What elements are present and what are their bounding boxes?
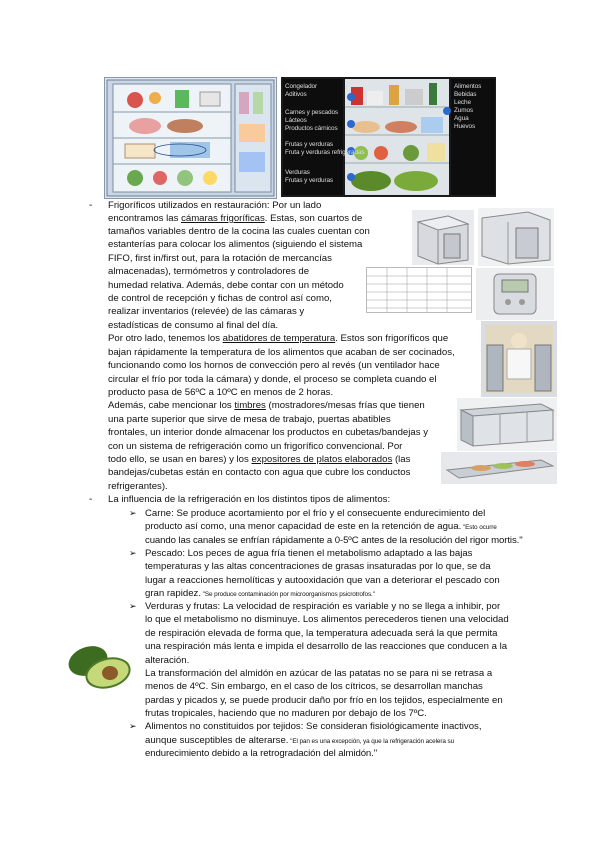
text-line: tamaños variables dentro de la cocina las cuales cuentan con [108, 226, 370, 237]
display-case-term: expositores de platos elaborados [251, 454, 393, 465]
cold-room-large-photo [478, 208, 554, 266]
text-line: FIFO, first in/first out, para la rotación de mercancías [108, 253, 332, 264]
fridge-label-right-item: Agua [454, 115, 469, 122]
fridge-label-left-low: Frutas y verduras [285, 141, 334, 148]
text-line: Frigoríficos utilizados en restauración: Por un lado [108, 200, 322, 211]
text-line: Verduras y frutas: La velocidad de respiración es variable y no se llega a inhibir, por [145, 601, 501, 612]
control-sheet-image [366, 267, 472, 313]
arrow-bullet: ➢ [129, 721, 137, 731]
text-line [145, 521, 497, 532]
fridge-label-right-top: Alimentos [454, 83, 482, 90]
fridge-illustration [104, 77, 277, 199]
text-line: de respiración elevada de forma que, la temperatura adecuada será la que permita [145, 628, 498, 639]
fridge-label-left-low2: Fruta y verduras refrigeradas [285, 149, 365, 156]
fridge-illustration-drawing [105, 78, 276, 198]
fridge-label-left-top2: Aditivos [285, 91, 307, 98]
timbres-term: timbres [234, 400, 266, 411]
text-line: bandejas/cubetas están en contacto con agua que cubre los conductos [108, 467, 411, 478]
blast-chiller-drawing [481, 321, 557, 397]
text-line: alteración. [145, 655, 190, 666]
text-line: de control de recepción y fichas de control así como, [108, 293, 332, 304]
blast-chiller-photo [481, 321, 557, 397]
fridge-photo [281, 77, 496, 197]
text-line: lugar a reacciones hemolíticas y autooxidación que van a deteriorar el pescado con [145, 575, 500, 586]
text-span: (las [392, 454, 411, 465]
thermometer-device-drawing [476, 268, 554, 320]
text-line: con un sistema de refrigeración como un frigorífico convencional. Por [108, 441, 403, 452]
thermometer-device-image [476, 268, 554, 320]
text-line: circular el frío por toda la cámara) y donde, el proceso se completa cuando el [108, 374, 437, 385]
text-line: temperaturas y las altas concentraciones de grasas insaturadas por lo que, se da [145, 561, 491, 572]
text-line: bajan rápidamente la temperatura de los alimentos que acaban de ser cocinados, [108, 347, 455, 358]
display-case-drawing [441, 452, 557, 484]
text-line: Carne: Se produce acortamiento por el frío y el consecuente endurecimiento del [145, 508, 486, 519]
text-line: producto pasa de 56ºC a 10ºC en menos de 2 horas. [108, 387, 334, 398]
control-sheet-grid [367, 268, 471, 312]
text-line: menos de 4ºC. Sin embargo, en el caso de los cítricos, se desarrollan manchas [145, 681, 483, 692]
text-line [145, 588, 375, 599]
cold-rooms-term: cámaras frigoríficas [181, 213, 265, 224]
text-line: refrigerantes). [108, 481, 168, 492]
fridge-label-left-bottom2: Frutas y verduras [285, 177, 334, 184]
text-span: (mostradores/mesas frías que tienen [265, 400, 425, 411]
refrigerated-counter-photo [457, 398, 557, 451]
text-line [108, 333, 448, 344]
text-line: una parte superior que sirve de mesa de trabajo, puertas abatibles [108, 414, 391, 425]
fridge-label-left-top: Congelador [285, 83, 318, 90]
text-line: Alimentos no constituidos por tejidos: Se consideran fisiológicamente inactivos, [145, 721, 482, 732]
arrow-bullet: ➢ [129, 601, 137, 611]
text-span: gran rapidez. [145, 588, 201, 599]
fridge-label-left-mid3: Productos cárnicos [285, 125, 338, 132]
text-line: frontales, un interior donde almacenar los productos en cubetas/bandejas y [108, 427, 428, 438]
text-span: Por otro lado, tenemos los [108, 333, 223, 344]
refrigerated-counter-drawing [457, 398, 557, 451]
bullet-dash: - [89, 494, 93, 505]
text-line: funcionando como los hornos de convección pero al revés (un ventilador hace [108, 360, 440, 371]
cold-room-photo [412, 210, 474, 265]
text-line: lo que el metabolismo no disminuye. Los alimentos perecederos tienen una velocidad [145, 614, 509, 625]
fridge-label-left-mid2: Lácteos [285, 117, 307, 124]
text-line [108, 400, 425, 411]
fridge-label-left-mid: Carnes y pescados [285, 109, 339, 116]
quote-small: cuando las canales se enfrían rápidamente a 0-5ºC antes de la resolución del rigor mortis." [145, 535, 523, 546]
text-line: Pescado: Los peces de agua fría tienen el metabolismo adaptado a las bajas [145, 548, 473, 559]
text-span: Además, cabe mencionar los [108, 400, 235, 411]
display-case-photo [441, 452, 557, 484]
fridge-label-right-item: Bebidas [454, 91, 477, 98]
quote-small: "Se produce contaminación por microorganismos psicrotrofos." [201, 591, 375, 598]
text-span: encontramos las [108, 213, 182, 224]
section-heading: La influencia de la refrigeración en los distintos tipos de alimentos: [108, 494, 391, 505]
fridge-label-right-item: Leche [454, 99, 471, 106]
avocado-image [64, 643, 134, 691]
text-line: estadísticas de consumo al final del día. [108, 320, 279, 331]
avocado-drawing [64, 643, 134, 691]
text-span: producto así como, una menor capacidad de este en la retención de agua. [145, 521, 462, 532]
text-line [108, 213, 362, 224]
arrow-bullet: ➢ [129, 548, 137, 558]
quote-small: "El pan es una excepción, ya que la refrigeración acelera su [288, 738, 455, 745]
cold-room-drawing [412, 210, 474, 265]
arrow-bullet: ➢ [129, 508, 137, 518]
quote-small: "Esto ocurre [461, 524, 497, 531]
blast-chiller-term: abatidores de temperatura [222, 333, 336, 344]
text-line [145, 735, 454, 746]
text-line: una respiración más lenta e impida el desarrollo de las reacciones que conducen a la [145, 641, 508, 652]
text-line: almacenadas), termómetros y controladores de [108, 266, 310, 277]
fridge-label-right-item: Zumos [454, 107, 474, 114]
text-line: realizar inventarios (relevée) de las cámaras y [108, 306, 305, 317]
text-line: frutas tropicales, haciendo que no maduren por debajo de los 7ºC. [145, 708, 427, 719]
bullet-dash: - [89, 200, 93, 211]
text-span: todo ello, se usan en bares) y los [108, 454, 252, 465]
text-span: aunque susceptibles de alterarse. [145, 735, 289, 746]
fridge-label-left-bottom: Verduras [285, 169, 310, 176]
text-line: La transformación del almidón en azúcar de las patatas no se para ni se retrasa a [145, 668, 493, 679]
text-line: pardas y picados y, se puede producir daño por frío en los tejidos, especialmente en [145, 695, 503, 706]
quote-small: endurecimiento debido a la retrogradación del almidón." [145, 748, 378, 759]
cold-room-large-drawing [478, 208, 554, 266]
text-line: estanterías para colocar los alimentos (siguiendo el sistema [108, 239, 363, 250]
fridge-label-right-item: Huevos [454, 123, 476, 130]
text-line: humedad relativa. Además, debe contar con un método [108, 280, 344, 291]
text-line [108, 454, 410, 465]
text-span: . Estas, son cuartos de [264, 213, 363, 224]
text-span: . Estos son frigoríficos que [335, 333, 449, 344]
